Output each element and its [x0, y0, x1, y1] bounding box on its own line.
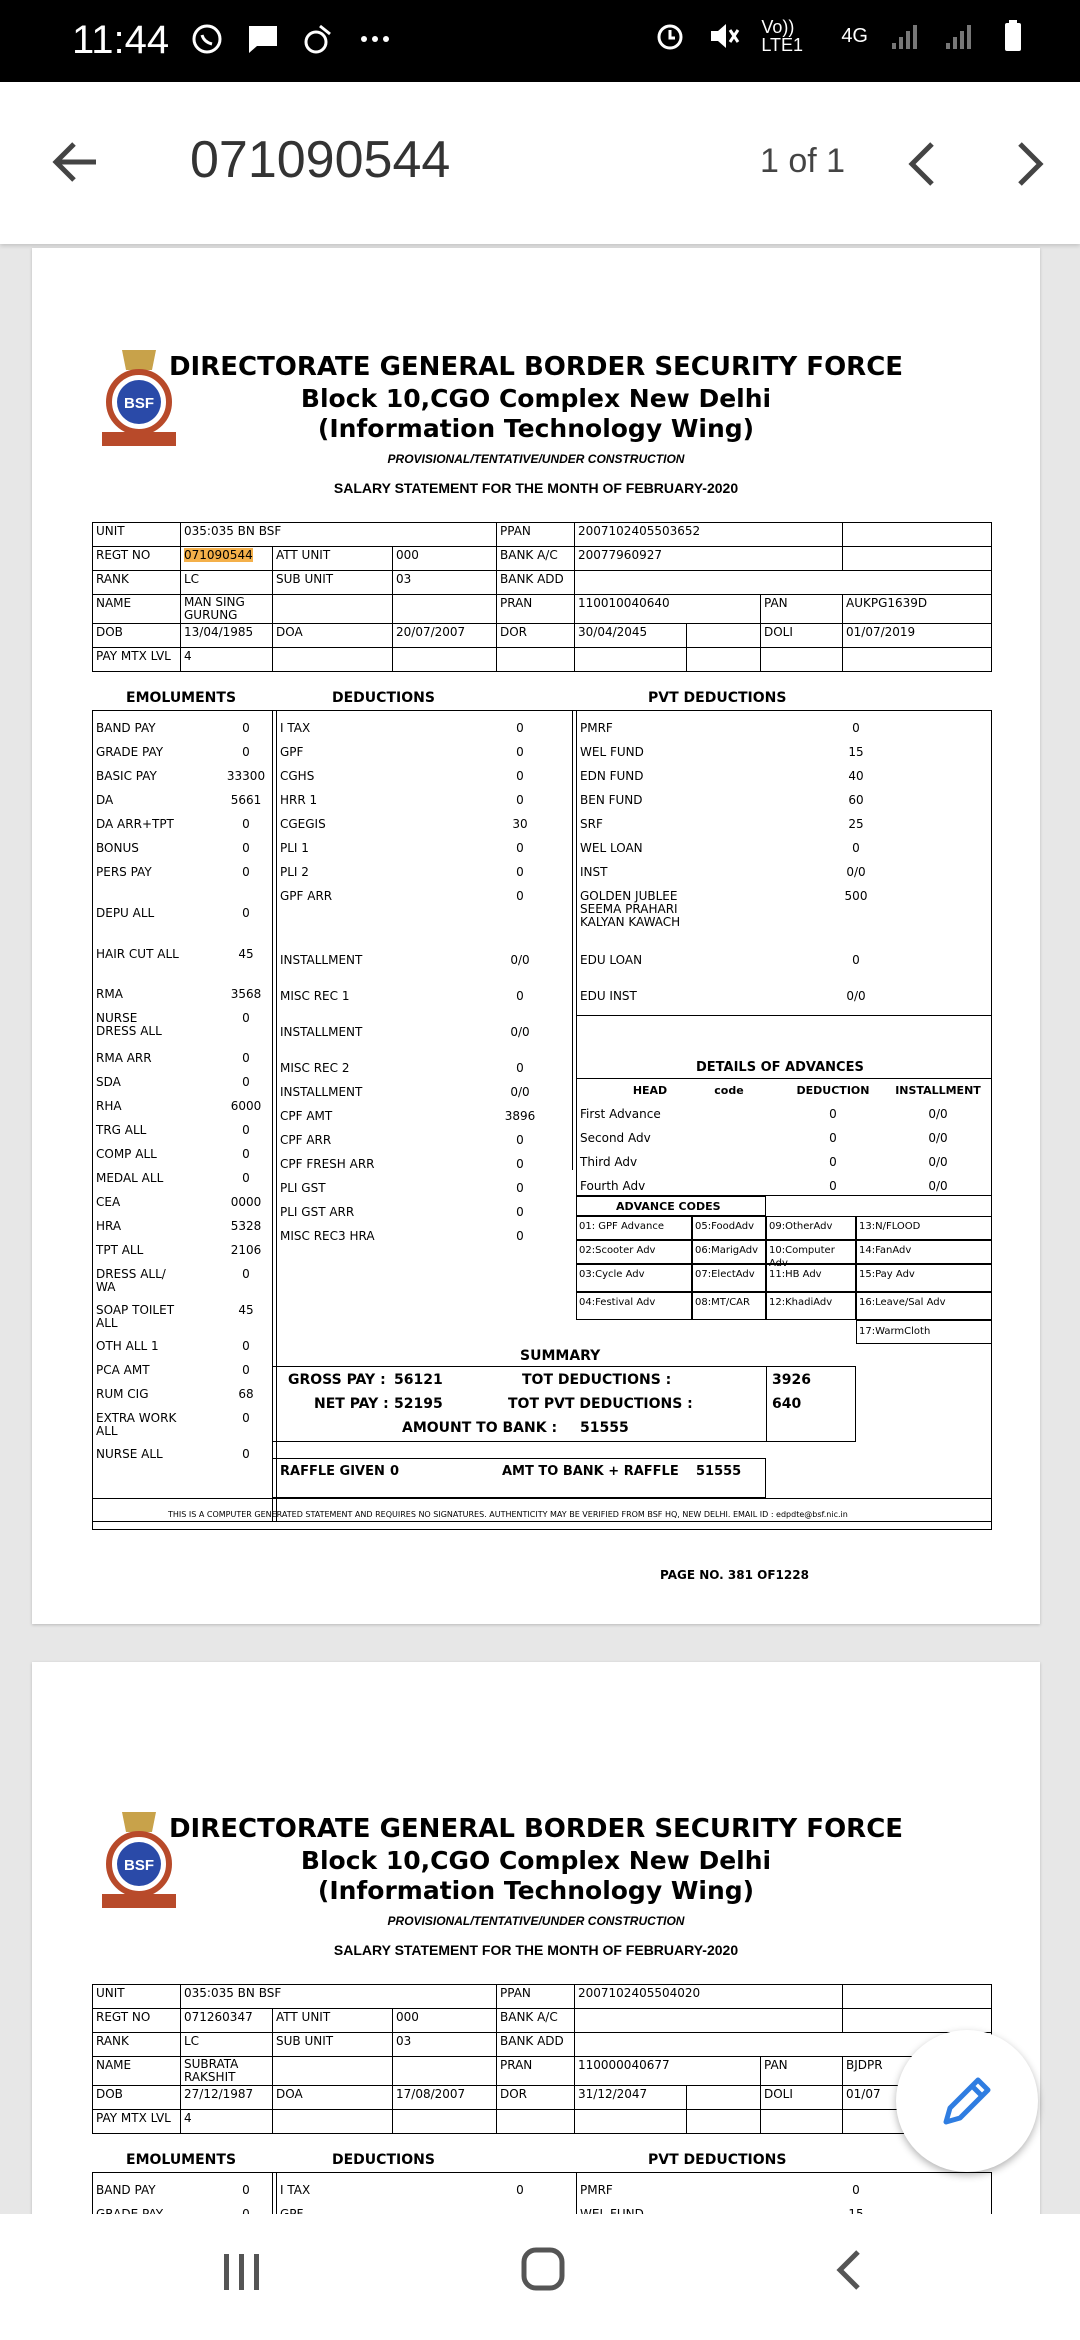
advance-cell: 0 — [829, 1179, 837, 1193]
advance-code-cell: 11:HB Adv — [766, 1264, 856, 1292]
deduction-row-label: PLI 2 — [280, 865, 309, 879]
back-arrow-icon[interactable] — [46, 132, 106, 192]
next-page-icon[interactable] — [1008, 138, 1052, 190]
pvt-deduction-row-label: EDU INST — [580, 989, 637, 1003]
document-page-2[interactable] — [32, 1662, 1040, 2222]
amount-to-bank: 51555 — [580, 1420, 629, 1436]
deduction-row-label: PLI GST ARR — [280, 1205, 355, 1219]
pvt-deduction-row-label: EDN FUND — [580, 769, 644, 783]
page-counter: 1 of 1 — [760, 142, 846, 180]
emolument-row-label: TRG ALL — [96, 1123, 147, 1137]
pvt-deductions-heading-2: PVT DEDUCTIONS — [648, 2152, 787, 2168]
emolument-row-value: 0 — [242, 906, 250, 920]
advance-column-header: DEDUCTION — [796, 1084, 870, 1097]
emolument-row-label: BAND PAY — [96, 721, 156, 735]
org-title: DIRECTORATE GENERAL BORDER SECURITY FORCE — [168, 352, 904, 382]
deduction-row-value: 0 — [516, 769, 524, 783]
document-page-1[interactable]: BSF DIRECTORATE GENERAL BORDER SECURITY FORCE Block 10,CGO Complex New Delhi (Information Technology Wing) PROVISIONAL/TENTATIVE/UNDER CONSTRUCTION SALARY STATEMENT FOR THE MONTH OF FEBRUARY-2020 UNIT 035:035 BN BSF PPAN 2007102405503652 REGT NO 071090544 ATT UNIT 000 BANK A/C 20077960927 RANK LC SUB UNIT 03 BANK ADD NAME MAN SING GURUNG PRAN 110010040640 PAN AUKPG1639D DOB 13/04/1985 DOA 20/07/2007 DOR 30/04/2045 DOLI 01/07/2019 PAY MTX LVL 4 EMOLUMENTS DEDUCTIONS PVT DEDUCTIONS BAND PAY 0 GRADE PAY 0 BASIC PAY 33300 DA 5661 DA ARR+TPT 0 BONUS 0 PERS PAY 0 DEPU ALL 0 HAIR CUT ALL 45 RMA 3568 NURSE DRESS ALL 0 RMA ARR 0 SDA 0 RHA 6000 TRG ALL 0 COMP ALL 0 MEDAL ALL 0 CEA 0000 HRA 5328 TPT ALL 2106 DRESS ALL/ WA 0 SOAP TOILET ALL 45 OTH ALL 1 0 PCA AMT 0 RUM CIG 68 EXTRA WORK ALL 0 NURSE ALL 0 I TAX 0 GPF 0 CGHS 0 HRR 1 0 CGEGIS 30 PLI 1 0 PLI 2 0 GPF ARR 0 INSTALLMENT 0/0 MISC REC 1 0 INSTALLMENT 0/0 MISC REC 2 0 INSTALLMENT 0/0 CPF AMT 3896 CPF ARR 0 CPF FRESH ARR 0 PLI GST 0 PLI GST ARR 0 MISC REC3 HRA 0 PMRF 0 WEL FUND 15 EDN FUND 40 BEN FUND 60 SRF 25 WEL LOAN 0 INST 0/0 GOLDEN JUBLEE SEEMA PRAHARI KALYAN KAWACH 500 EDU LOAN 0 EDU INST 0/0 DETAILS OF ADVANCES HEAD code DEDUCTION INSTALLMENT First Advance 0 0/0 Second Adv 0 0/0 Third Adv 0 0/0 Fourth Adv 0 0/0 ADVANCE CODES 01: GPF Advance 05:FoodAdv 09:OtherAdv 13:N/FLOOD 02:Scooter Adv 06:MarigAdv 10:Computer Adv 14:FanAdv 03:Cycle Adv 07:ElectAdv 11:HB Adv 15:Pay Adv 04:Festival Adv 08:MT/CAR 12:KhadiAdv 16:Leave/Sal Adv 17:WarmCloth SUMMARY GROSS PAY : 56121 TOT DEDUCTIONS : 3926 NET PAY : 52195 TOT PVT DEDUCTIONS : 640 AMOUNT TO BANK : 51555 RAFFLE GIVEN 0 AMT TO BANK + RAFFLE 51555 THIS IS A COMPUTER GENERATED STATEMENT AND REQUIRES NO SIGNATURES. AUTHENTICITY MAY BE VERIFIED FROM BSF HQ, NEW DELHI. EMAIL ID : edpdte@bsf.nic.in PAGE NO. 381 OF1228 — [32, 248, 1040, 1624]
advance-cell: Third Adv — [580, 1155, 638, 1169]
pvt-deduction-row-value: 0 — [852, 721, 860, 735]
advance-code-cell: 14:FanAdv — [856, 1240, 992, 1264]
advance-cell: 0 — [829, 1107, 837, 1121]
advance-code-cell: 08:MT/CAR — [692, 1292, 766, 1320]
emolument-row-value: 0 — [242, 1051, 250, 1065]
p2-deduction-row-label: I TAX — [280, 2183, 311, 2197]
emolument-row-label: CEA — [96, 1195, 121, 1209]
advance-column-header: INSTALLMENT — [895, 1084, 981, 1097]
pvt-deduction-row-value: 500 — [844, 889, 868, 903]
mute-icon — [707, 19, 741, 53]
pvt-deduction-row-label: INST — [580, 865, 608, 879]
pvt-deduction-row-value: 0 — [852, 841, 860, 855]
deduction-row-value: 0/0 — [510, 1025, 530, 1039]
advance-code-cell: 15:Pay Adv — [856, 1264, 992, 1292]
summary-heading: SUMMARY — [520, 1348, 601, 1364]
deductions-heading: DEDUCTIONS — [332, 690, 435, 706]
emolument-row-label: COMP ALL — [96, 1147, 157, 1161]
emolument-row-value: 3568 — [230, 987, 262, 1001]
advance-cell: Second Adv — [580, 1131, 651, 1145]
emolument-row-value: 0 — [242, 745, 250, 759]
pencil-icon — [936, 2070, 998, 2132]
deduction-row-value: 30 — [512, 817, 528, 831]
deduction-row-label: MISC REC 2 — [280, 1061, 350, 1075]
emolument-row-value: 0 — [242, 1339, 250, 1353]
status-time: 11:44 — [72, 18, 170, 62]
net-pay: 52195 — [394, 1396, 443, 1412]
emolument-row-label: BONUS — [96, 841, 139, 855]
total-deductions: 3926 — [772, 1372, 811, 1388]
emolument-row-label: RMA ARR — [96, 1051, 152, 1065]
pvt-deduction-row-label: WEL FUND — [580, 745, 644, 759]
emolument-row-label: DRESS ALL/ WA — [96, 1267, 166, 1294]
deduction-row-label: MISC REC3 HRA — [280, 1229, 375, 1243]
emolument-row-label: SDA — [96, 1075, 121, 1089]
pvt-deduction-row-value: 0/0 — [846, 865, 866, 879]
pvt-deduction-row-value: 25 — [848, 817, 864, 831]
advance-code-cell: 06:MarigAdv — [692, 1240, 766, 1264]
raffle-given: 0 — [390, 1464, 400, 1479]
org-address: Block 10,CGO Complex New Delhi — [300, 384, 772, 413]
pvt-deduction-row-label: WEL LOAN — [580, 841, 643, 855]
network-label: Vo)) LTE1 — [761, 17, 803, 55]
advance-column-header: code — [714, 1084, 744, 1097]
emolument-row-value: 33300 — [226, 769, 266, 783]
uc-browser-icon — [302, 22, 336, 56]
advance-cell: Fourth Adv — [580, 1179, 646, 1193]
deduction-row-label: PLI GST — [280, 1181, 326, 1195]
emolument-row-value: 5328 — [230, 1219, 262, 1233]
deduction-row-label: CPF AMT — [280, 1109, 333, 1123]
footer-note: THIS IS A COMPUTER GENERATED STATEMENT AND REQUIRES NO SIGNATURES. AUTHENTICITY MAY BE VERIFIED FROM BSF HQ, NEW DELHI. EMAIL ID : edpdte@bsf.nic.in — [168, 1510, 848, 1519]
emolument-row-value: 0 — [242, 1123, 250, 1137]
deduction-row-label: MISC REC 1 — [280, 989, 350, 1003]
emolument-row-value: 0000 — [230, 1195, 262, 1209]
deduction-row-value: 0 — [516, 989, 524, 1003]
deduction-row-label: CGEGIS — [280, 817, 326, 831]
deduction-row-value: 0 — [516, 1181, 524, 1195]
emolument-row-value: 0 — [242, 1075, 250, 1089]
personal-info-table: UNIT 035:035 BN BSF PPAN 2007102405503652 REGT NO 071090544 ATT UNIT 000 BANK A/C 20077960927 RANK LC SUB UNIT 03 BANK ADD NAME MAN SING GURUNG PRAN 110010040640 PAN AUKPG1639D DOB 13/04/1985 DOA 20/07/2007 DOR 30/04/2045 DOLI 01/07/2019 PAY MTX LVL 4 — [92, 522, 992, 672]
advance-code-cell: 07:ElectAdv — [692, 1264, 766, 1292]
pvt-deductions-heading: PVT DEDUCTIONS — [648, 690, 787, 706]
document-title: 071090544 — [190, 131, 451, 189]
advance-code-cell: 10:Computer Adv — [766, 1240, 856, 1264]
deduction-row-value: 0 — [516, 1133, 524, 1147]
gross-pay: 56121 — [394, 1372, 443, 1388]
emolument-row-label: NURSE ALL — [96, 1447, 163, 1461]
emoluments-heading: EMOLUMENTS — [126, 690, 237, 706]
deduction-row-value: 0 — [516, 1229, 524, 1243]
deductions-heading-2: DEDUCTIONS — [332, 2152, 435, 2168]
deduction-row-value: 0 — [516, 721, 524, 735]
emoluments-heading-2: EMOLUMENTS — [126, 2152, 237, 2168]
advance-codes-title: ADVANCE CODES — [616, 1200, 721, 1213]
advances-title: DETAILS OF ADVANCES — [696, 1060, 864, 1075]
advance-cell: First Advance — [580, 1107, 661, 1121]
advance-code-cell: 04:Festival Adv — [576, 1292, 692, 1320]
alarm-icon — [653, 19, 687, 53]
advance-code-cell: 05:FoodAdv — [692, 1216, 766, 1240]
deduction-row-label: HRR 1 — [280, 793, 318, 807]
pvt-deduction-row-value: 40 — [848, 769, 864, 783]
emolument-row-label: DA ARR+TPT — [96, 817, 174, 831]
provisional-note: PROVISIONAL/TENTATIVE/UNDER CONSTRUCTION — [387, 452, 685, 466]
p2-emolument-row-label: BAND PAY — [96, 2183, 156, 2197]
logo-text: BSF — [124, 395, 154, 412]
message-icon — [246, 22, 280, 56]
amt-to-bank-raffle: 51555 — [696, 1464, 742, 1479]
emolument-row-value: 5661 — [230, 793, 262, 807]
advance-code-cell: 09:OtherAdv — [766, 1216, 856, 1240]
deduction-row-value: 0/0 — [510, 1085, 530, 1099]
deduction-row-label: I TAX — [280, 721, 311, 735]
system-back-icon[interactable] — [830, 2248, 870, 2292]
advance-code-cell: 17:WarmCloth — [856, 1320, 992, 1344]
advance-code-cell: 13:N/FLOOD — [856, 1216, 992, 1240]
emolument-row-value: 0 — [242, 865, 250, 879]
emolument-row-value: 0 — [242, 1267, 250, 1281]
emolument-row-label: GRADE PAY — [96, 745, 164, 759]
emolument-row-value: 0 — [242, 841, 250, 855]
whatsapp-icon — [190, 22, 224, 56]
advance-cell: 0 — [829, 1155, 837, 1169]
advance-cell: 0/0 — [928, 1131, 948, 1145]
emolument-row-value: 2106 — [230, 1243, 262, 1257]
deduction-row-label: CGHS — [280, 769, 315, 783]
org-wing: (Information Technology Wing) — [317, 414, 755, 443]
recent-apps-icon[interactable] — [220, 2250, 264, 2294]
deduction-row-value: 0 — [516, 841, 524, 855]
logo-text-2: BSF — [124, 1857, 154, 1874]
emolument-row-label: DA — [96, 793, 114, 807]
app-bar — [0, 82, 1080, 244]
deduction-row-label: CPF FRESH ARR — [280, 1157, 375, 1171]
emolument-row-label: MEDAL ALL — [96, 1171, 164, 1185]
emolument-row-label: TPT ALL — [96, 1243, 144, 1257]
home-icon[interactable] — [520, 2246, 566, 2292]
emolument-row-label: PERS PAY — [96, 865, 152, 879]
deduction-row-value: 0 — [516, 745, 524, 759]
deduction-row-label: INSTALLMENT — [280, 1025, 363, 1039]
advance-code-cell: 02:Scooter Adv — [576, 1240, 692, 1264]
deduction-row-label: GPF ARR — [280, 889, 333, 903]
pvt-deduction-row-value: 15 — [848, 745, 864, 759]
emolument-row-label: HAIR CUT ALL — [96, 947, 179, 961]
org-address-2: Block 10,CGO Complex New Delhi — [300, 1846, 772, 1875]
advance-code-cell: 01: GPF Advance — [576, 1216, 692, 1240]
deduction-row-label: INSTALLMENT — [280, 1085, 363, 1099]
pvt-deduction-row-value: 60 — [848, 793, 864, 807]
previous-page-icon[interactable] — [900, 138, 944, 190]
deduction-row-value: 0 — [516, 1205, 524, 1219]
deduction-row-value: 0 — [516, 1157, 524, 1171]
emolument-row-value: 0 — [242, 1171, 250, 1185]
deduction-row-value: 0/0 — [510, 953, 530, 967]
advance-code-cell: 12:KhadiAdv — [766, 1292, 856, 1320]
advance-code-cell: 16:Leave/Sal Adv — [856, 1292, 992, 1320]
p2-pvt-deduction-row-value: 0 — [852, 2183, 860, 2197]
emolument-row-value: 0 — [242, 1147, 250, 1161]
system-nav-bar — [0, 2214, 1080, 2340]
deduction-row-label: GPF — [280, 745, 304, 759]
battery-icon — [996, 19, 1030, 53]
emolument-row-value: 45 — [238, 947, 254, 961]
deduction-row-label: INSTALLMENT — [280, 953, 363, 967]
pvt-deduction-row-value: 0/0 — [846, 989, 866, 1003]
emolument-row-label: DEPU ALL — [96, 906, 155, 920]
emolument-row-value: 0 — [242, 1447, 250, 1461]
emolument-row-label: PCA AMT — [96, 1363, 150, 1377]
emolument-row-label: RUM CIG — [96, 1387, 149, 1401]
pvt-deduction-row-label: GOLDEN JUBLEE SEEMA PRAHARI KALYAN KAWACH — [580, 889, 681, 929]
emolument-row-label: HRA — [96, 1219, 122, 1233]
signal-icon-2 — [942, 19, 976, 53]
emolument-row-value: 6000 — [230, 1099, 262, 1113]
emolument-row-value: 0 — [242, 1363, 250, 1377]
advance-cell: 0 — [829, 1131, 837, 1145]
emolument-row-label: OTH ALL 1 — [96, 1339, 159, 1353]
emolument-row-value: 45 — [238, 1303, 254, 1317]
pvt-deduction-row-label: PMRF — [580, 721, 613, 735]
advance-cell: 0/0 — [928, 1107, 948, 1121]
emolument-row-value: 68 — [238, 1387, 254, 1401]
signal-icon — [888, 19, 922, 53]
advance-cell: 0/0 — [928, 1179, 948, 1193]
pvt-deduction-row-label: EDU LOAN — [580, 953, 643, 967]
org-wing-2: (Information Technology Wing) — [317, 1876, 755, 1905]
personal-info-table-2: UNIT 035:035 BN BSF PPAN 2007102405504020 REGT NO 071260347 ATT UNIT 000 BANK A/C RANK LC SUB UNIT 03 BANK ADD NAME SUBRATA RAKSHIT PRAN 110000040677 PAN BJDPR DOB 27/12/1987 DOA 17/08/2007 DOR 31/12/2047 DOLI 01/07 PAY MTX LVL 4 — [92, 1984, 992, 2134]
p2-deduction-row-value: 0 — [516, 2183, 524, 2197]
deduction-row-value: 0 — [516, 865, 524, 879]
statement-title-2: SALARY STATEMENT FOR THE MONTH OF FEBRUARY-2020 — [333, 1942, 739, 1958]
highlighted-regt-no: 071090544 — [184, 548, 253, 562]
total-pvt-deductions: 640 — [772, 1396, 802, 1412]
deduction-row-value: 3896 — [504, 1109, 536, 1123]
deduction-row-label: CPF ARR — [280, 1133, 332, 1147]
advance-column-header: HEAD — [632, 1084, 668, 1097]
deduction-row-value: 0 — [516, 793, 524, 807]
p2-emolument-row-value: 0 — [242, 2183, 250, 2197]
advance-code-cell: 03:Cycle Adv — [576, 1264, 692, 1292]
more-notifications-icon — [358, 22, 392, 56]
pvt-deduction-row-label: SRF — [580, 817, 603, 831]
emolument-row-label: RMA — [96, 987, 123, 1001]
advance-cell: 0/0 — [928, 1155, 948, 1169]
deduction-row-label: PLI 1 — [280, 841, 309, 855]
emolument-row-label: SOAP TOILET ALL — [96, 1303, 175, 1330]
org-title-2: DIRECTORATE GENERAL BORDER SECURITY FORCE — [168, 1814, 904, 1844]
pvt-deduction-row-value: 0 — [852, 953, 860, 967]
emolument-row-label: EXTRA WORK ALL — [96, 1411, 177, 1438]
emolument-row-value: 0 — [242, 1011, 250, 1025]
emolument-row-label: NURSE DRESS ALL — [96, 1011, 162, 1038]
emolument-row-value: 0 — [242, 1411, 250, 1425]
deduction-row-value: 0 — [516, 889, 524, 903]
emolument-row-value: 0 — [242, 721, 250, 735]
network-type: 4G — [841, 24, 868, 47]
provisional-note-2: PROVISIONAL/TENTATIVE/UNDER CONSTRUCTION — [387, 1914, 685, 1928]
deduction-row-value: 0 — [516, 1061, 524, 1075]
statement-title: SALARY STATEMENT FOR THE MONTH OF FEBRUARY-2020 — [333, 480, 739, 496]
edit-fab-button[interactable] — [896, 2030, 1038, 2172]
emolument-row-value: 0 — [242, 817, 250, 831]
status-bar — [0, 0, 1080, 82]
pvt-deduction-row-label: BEN FUND — [580, 793, 643, 807]
page-number: PAGE NO. 381 OF1228 — [660, 1568, 809, 1582]
emolument-row-label: RHA — [96, 1099, 122, 1113]
emolument-row-label: BASIC PAY — [96, 769, 157, 783]
p2-pvt-deduction-row-label: PMRF — [580, 2183, 613, 2197]
